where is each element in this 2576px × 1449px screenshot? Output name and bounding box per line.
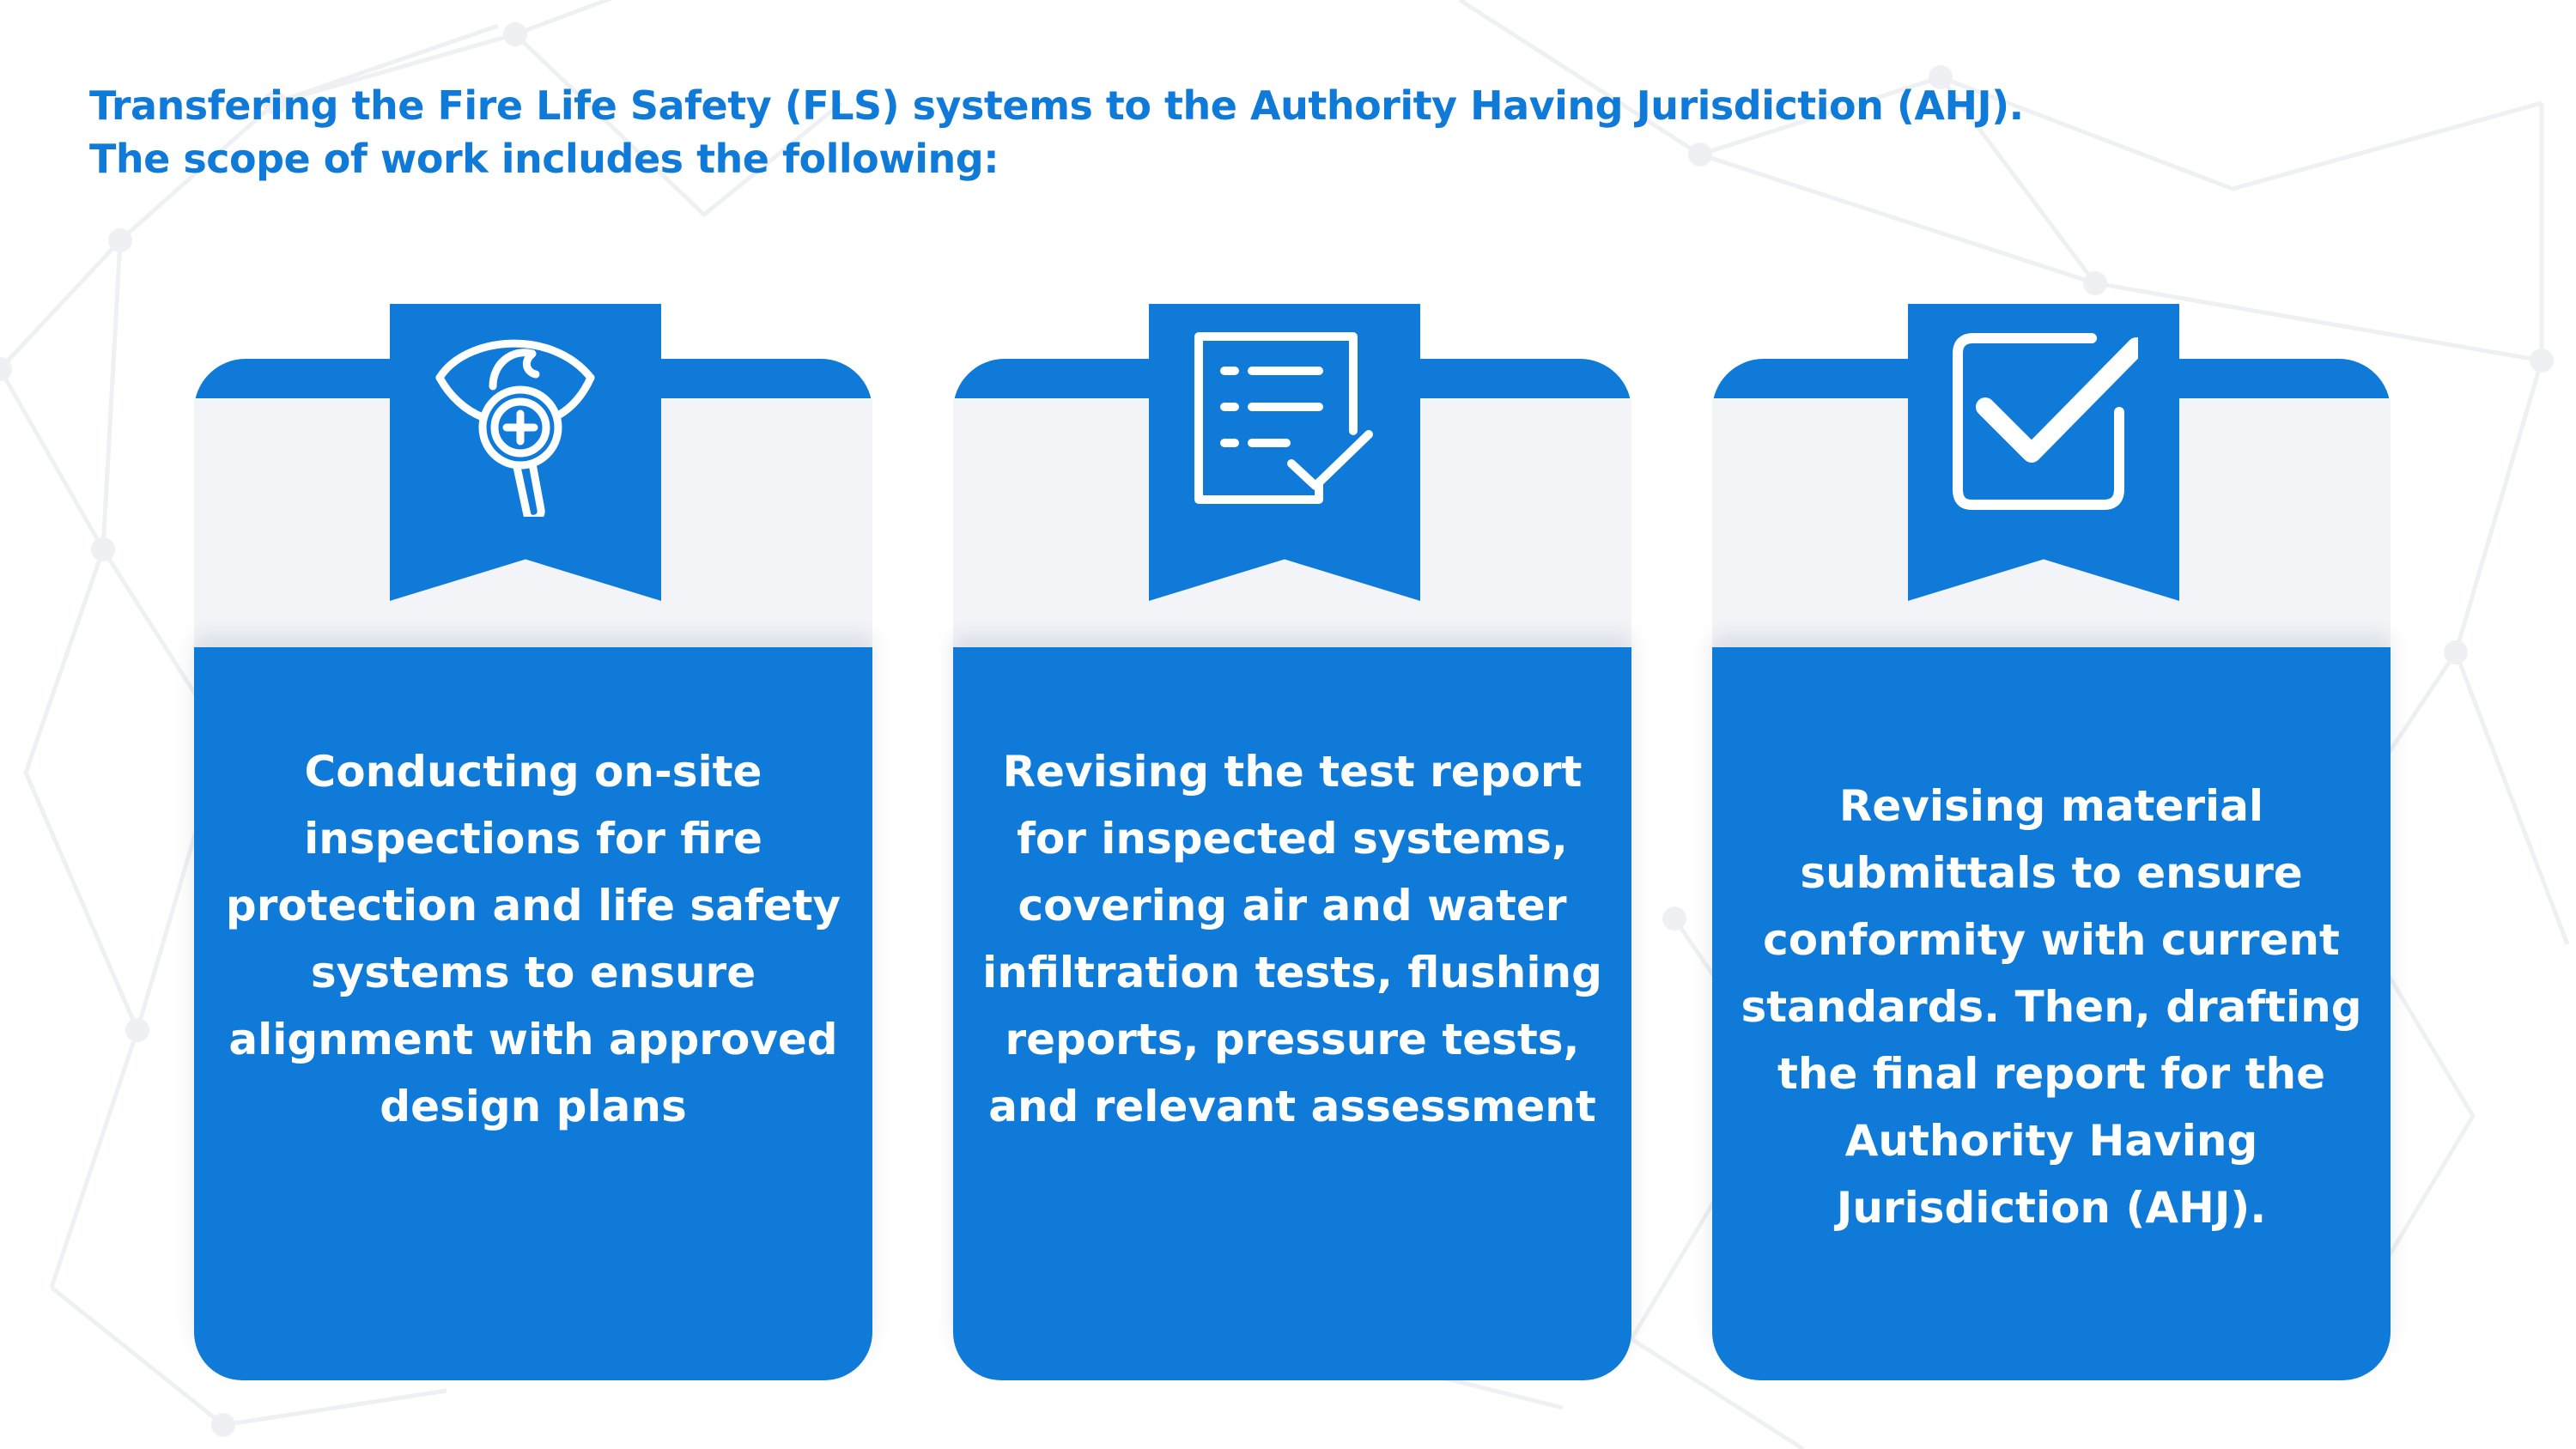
page-heading	[89, 79, 2024, 185]
scope-card-material-submittals	[1712, 359, 2391, 1380]
heading-line-2: The scope of work includes the following:	[89, 136, 999, 182]
card-description: Revising material submittals to ensure conformity with current standards. Then, drafting the final report for the Authority Having Jurisdiction (AHJ).	[1741, 781, 2362, 1233]
heading-line-1: Transfering the Fire Life Safety (FLS) systems to the Authority Having Jurisdiction (AHJ).	[89, 82, 2024, 129]
card-body	[194, 647, 872, 1380]
scope-card-test-report	[953, 359, 1631, 1380]
card-ribbon	[390, 304, 661, 601]
scope-card-inspections	[194, 359, 872, 1380]
card-ribbon	[1908, 304, 2179, 601]
card-body	[1712, 647, 2391, 1380]
checklist-document-icon	[1190, 328, 1379, 517]
card-description: Revising the test report for inspected systems, covering air and water infiltration tests, flushing reports, pressure tests, and relevant assessment	[982, 747, 1602, 1131]
card-ribbon	[1149, 304, 1420, 601]
card-body	[953, 647, 1631, 1380]
checkbox-checked-icon	[1949, 328, 2138, 517]
eye-magnifier-plus-icon	[431, 328, 620, 517]
card-description: Conducting on-site inspections for fire protection and life safety systems to ensure alignment with approved design plans	[225, 747, 841, 1131]
